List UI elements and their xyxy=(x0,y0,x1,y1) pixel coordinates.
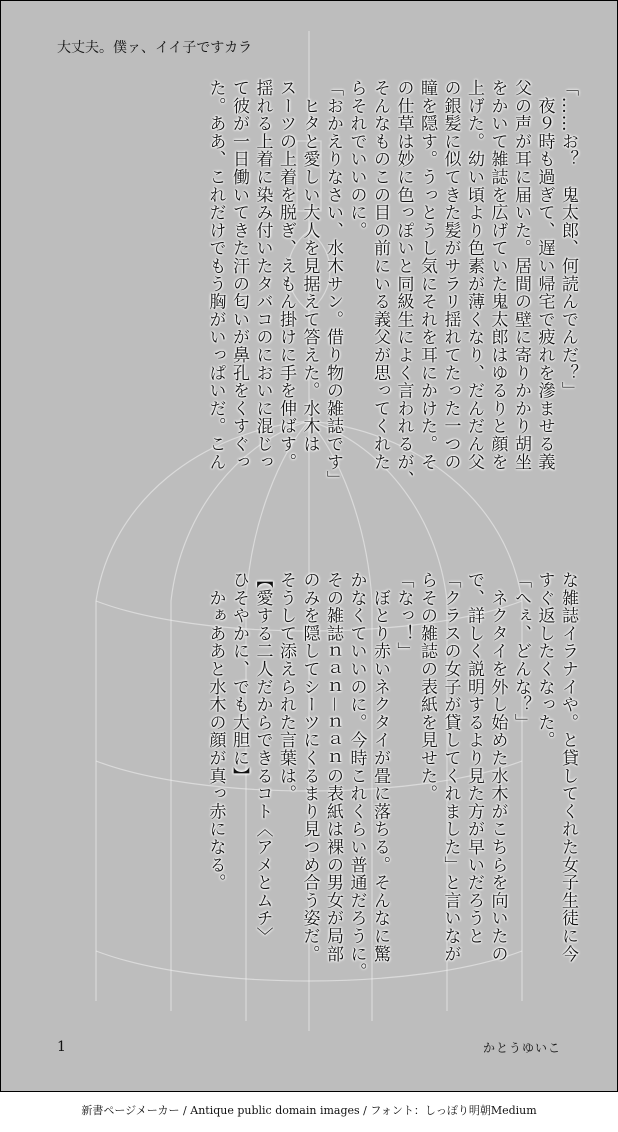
text-column: かぁああと水木の顔が真っ赤になる。 xyxy=(205,571,226,892)
text-column: スーツの上着を脱ぎ、えもん掛けに手を伸ばす。 xyxy=(276,79,296,471)
text-column: 揺れる上着に染み付いたタバコのにおいに混じっ xyxy=(252,79,273,471)
text-column: 上げた。幼い頃より色素が薄くなり、だんだん父 xyxy=(464,79,484,471)
author-name: かとうゆいこ xyxy=(482,1041,561,1055)
text-column: そんなものこの目の前にいる義父が思ってくれた xyxy=(370,79,390,471)
text-column: らそれでいいのに。 xyxy=(346,79,367,240)
text-column: をかいて雑誌を広げていた鬼太郎はゆるりと顔を xyxy=(487,79,508,471)
text-column: 「へぇ、どんな？」 xyxy=(511,571,531,732)
text-column: て彼が一日働いてきた汗の匂いが鼻孔をくすぐっ xyxy=(229,79,249,471)
text-column: のみを隠してシーツにくるまり見つめ合う姿だ。 xyxy=(299,571,320,963)
page-number: 1 xyxy=(57,1039,66,1055)
text-column: 父の声が耳に届いた。居間の壁に寄りかかり胡坐 xyxy=(511,79,531,471)
text-column: ひそやかに、でも大胆に】 xyxy=(229,571,249,785)
text-column: で、詳しく説明するより見た方が早いだろうと xyxy=(464,571,484,945)
text-column: 瞳を隠す。うっとうし気にそれを耳にかけた。そ xyxy=(417,79,437,471)
credits-footer: 新書ページメーカー / Antique public domain images / フォント：しっぽり明朝Medium xyxy=(81,1104,537,1117)
text-column: の銀髪に似てきた髪がサラリ揺れてたった一つの xyxy=(440,79,461,471)
text-column: 「なっ！」 xyxy=(393,571,414,660)
text-column: ヒタと愛しい大人を見据えて答えた。水木は xyxy=(299,79,320,453)
text-column: 「……お？ 鬼太郎、何読んでんだ？」 xyxy=(558,79,578,400)
upper-text-block xyxy=(203,79,579,488)
text-column: な雑誌イラナイや。と貸してくれた女子生徒に今 xyxy=(558,571,578,963)
text-column: かなくていいのに。今時これくらい普通だろうに。 xyxy=(346,571,367,981)
text-column: ぼとり赤いネクタイが畳に落ちる。そんなに驚 xyxy=(370,571,390,963)
text-column: の仕草は妙に色っぽいと同級生によく言われるが、 xyxy=(393,79,414,489)
text-column: らその雑誌の表紙を見せた。 xyxy=(417,571,437,803)
text-column: 「おかえりなさい、水木サン。借り物の雑誌です」 xyxy=(323,79,343,489)
lower-text-block xyxy=(203,571,579,980)
text-column: その雑誌ｎａｎ－ｎａｎの表紙は裸の男女が局部 xyxy=(323,571,343,963)
text-column: そうして添えられた言葉は。 xyxy=(276,571,296,803)
text-column: 「クラスの女子が貸してくれました」と言いなが xyxy=(440,571,461,963)
page-header-title: 大丈夫。僕ァ、イイ子ですカラ xyxy=(57,40,253,56)
text-column: ネクタイを外し始めた水木がこちらを向いたの xyxy=(487,571,508,963)
text-column: 夜９時も過ぎて、遅い帰宅で疲れを滲ませる義 xyxy=(534,79,555,471)
text-column: た。ああ、これだけでもう胸がいっぱいだ。こん xyxy=(205,79,226,471)
text-column: すぐ返したくなった。 xyxy=(534,571,555,749)
text-column: 【愛する二人だからできるコト〈アメとムチ〉 xyxy=(252,571,273,945)
